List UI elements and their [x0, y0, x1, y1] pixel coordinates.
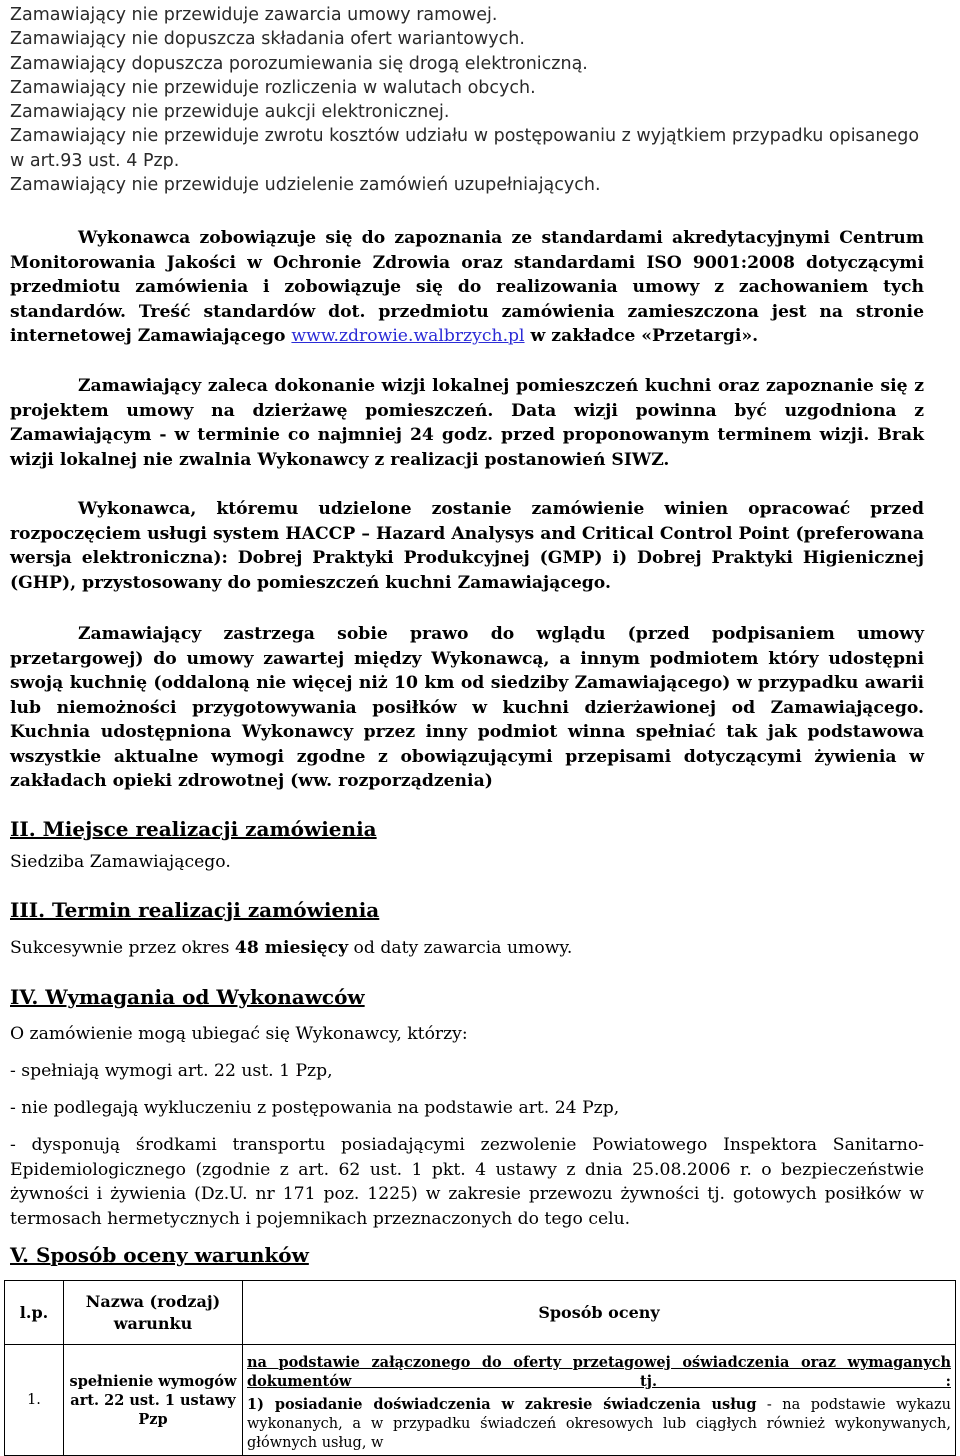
statement-line: Zamawiający nie przewiduje zawarcia umowy ramowej.	[10, 5, 498, 25]
statement-line: Zamawiający nie przewiduje rozliczenia w walutach obcych.	[10, 77, 536, 98]
requirement-item: - dysponują środkami transportu posiadającymi zezwolenie Powiatowego Inspektora Sanitarno-Epidemiologicznego (zgodnie z art. 62 ust. 1 pkt. 4 ustawy z dnia 25.08.2006 r. o bezpieczeństwie żywności i żywienia (Dz.U. nr 171 poz. 1225) w zakresie przewozu żywności tj. gotowych posiłków w termosach hermetycznych i pojemnikach przeznaczonych do tego celu.	[10, 1135, 924, 1229]
intro-statements	[10, 3, 924, 197]
paragraph-site-visit: Zamawiający zaleca dokonanie wizji lokalnej pomieszczeń kuchni oraz zapoznanie się z projektem umowy na dzierżawę pomieszczeń. Data wizji powinna być uzgodniona z Zamawiającym - w terminie co najmniej 24 godz. przed proponowanym terminem wizji. Brak wizji lokalnej nie zwalnia Wykonawcy z realizacji postanowień SIWZ.	[10, 376, 924, 470]
section-v-heading: V. Sposób oceny warunków	[10, 1243, 309, 1267]
method-intro: na podstawie załączonego do oferty przetagowej oświadczenia oraz wymaganych dokumentów tj. :	[247, 1354, 951, 1390]
section-iv-heading: IV. Wymagania od Wykonawców	[10, 985, 365, 1009]
table-row	[5, 1345, 956, 1456]
section-iii-heading: III. Termin realizacji zamówienia	[10, 898, 380, 922]
section-iii-text: Sukcesywnie przez okres 48 miesięcy od daty zawarcia umowy.	[10, 938, 573, 958]
statement-line: Zamawiający nie przewiduje zwrotu kosztów udziału w postępowaniu z wyjątkiem przypadku opisanego w art.93 ust. 4 Pzp.	[10, 126, 920, 171]
paragraph-kitchen-access: Zamawiający zastrzega sobie prawo do wglądu (przed podpisaniem umowy przetargowej) do umowy zawartej między Wykonawcą, a innym podmiotem który udostępni swoją kuchnię (oddaloną nie więcej niż 10 km od siedziby Zamawiającego) w przypadku awarii lub niemożności przygotowywania posiłków w kuchni dzierżawionej od Zamawiającego. Kuchnia udostępniona Wykonawcy przez inny podmiot winna spełniać tak jak podstawowa wszystkie aktualne wymogi zgodne z obowiązującymi przepisami dotyczącymi żywienia w zakładach opieki zdrowotnej (ww. rozporządzenia)	[10, 624, 924, 791]
requirement-item: - spełniają wymogi art. 22 ust. 1 Pzp,	[10, 1061, 333, 1081]
section-iv-intro: O zamówienie mogą ubiegać się Wykonawcy, którzy:	[10, 1024, 468, 1044]
table-header-row	[5, 1281, 956, 1345]
statement-line: Zamawiający nie przewiduje aukcji elektronicznej.	[10, 102, 450, 123]
cell-lp: 1.	[5, 1345, 64, 1456]
header-name: Nazwa (rodzaj) warunku	[64, 1281, 243, 1345]
website-link[interactable]: www.zdrowie.walbrzych.pl	[291, 326, 525, 346]
paragraph-standards: Wykonawca zobowiązuje się do zapoznania ze standardami akredytacyjnymi Centrum Monitorowania Jakości w Ochronie Zdrowia oraz standardami ISO 9001:2008 dotyczącymi przedmiotu zamówienia i zobowiązuje się do realizowania umowy z zachowaniem tych standardów. Treść standardów dot. przedmiotu zamówienia zamieszczona jest na stronie internetowej Zamawiającego www.zdrowie.walbrzych.pl w zakładce «Przetargi».	[10, 228, 924, 346]
statement-line: Zamawiający nie przewiduje udzielenie zamówień uzupełniających.	[10, 175, 601, 196]
cell-name: spełnienie wymogów art. 22 ust. 1 ustawy Pzp	[64, 1345, 243, 1456]
method-detail: 1) posiadanie doświadczenia w zakresie świadczenia usług - na podstawie wykazu wykonanych, a w przypadku świadczeń okresowych lub ciągłych również wykonywanych, głównych usług, w	[247, 1396, 951, 1451]
header-method: Sposób oceny	[243, 1281, 956, 1345]
conditions-table	[4, 1280, 956, 1456]
paragraph-haccp: Wykonawca, któremu udzielone zostanie zamówienie winien opracować przed rozpoczęciem usługi system HACCP – Hazard Analysys and Critical Control Point (preferowana wersja elektroniczna): Dobrej Praktyki Produkcyjnej (GMP) i) Dobrej Praktyki Higienicznej (GHP), przystosowany do pomieszczeń kuchni Zamawiającego.	[10, 499, 924, 593]
statement-line: Zamawiający dopuszcza porozumiewania się drogą elektroniczną.	[10, 53, 588, 74]
cell-method	[243, 1345, 956, 1456]
section-ii-text: Siedziba Zamawiającego.	[10, 852, 231, 872]
requirement-item: - nie podlegają wykluczeniu z postępowania na podstawie art. 24 Pzp,	[10, 1098, 620, 1118]
section-ii-heading: II. Miejsce realizacji zamówienia	[10, 817, 377, 841]
statement-line: Zamawiający nie dopuszcza składania ofert wariantowych.	[10, 29, 525, 50]
header-lp: l.p.	[5, 1281, 64, 1345]
